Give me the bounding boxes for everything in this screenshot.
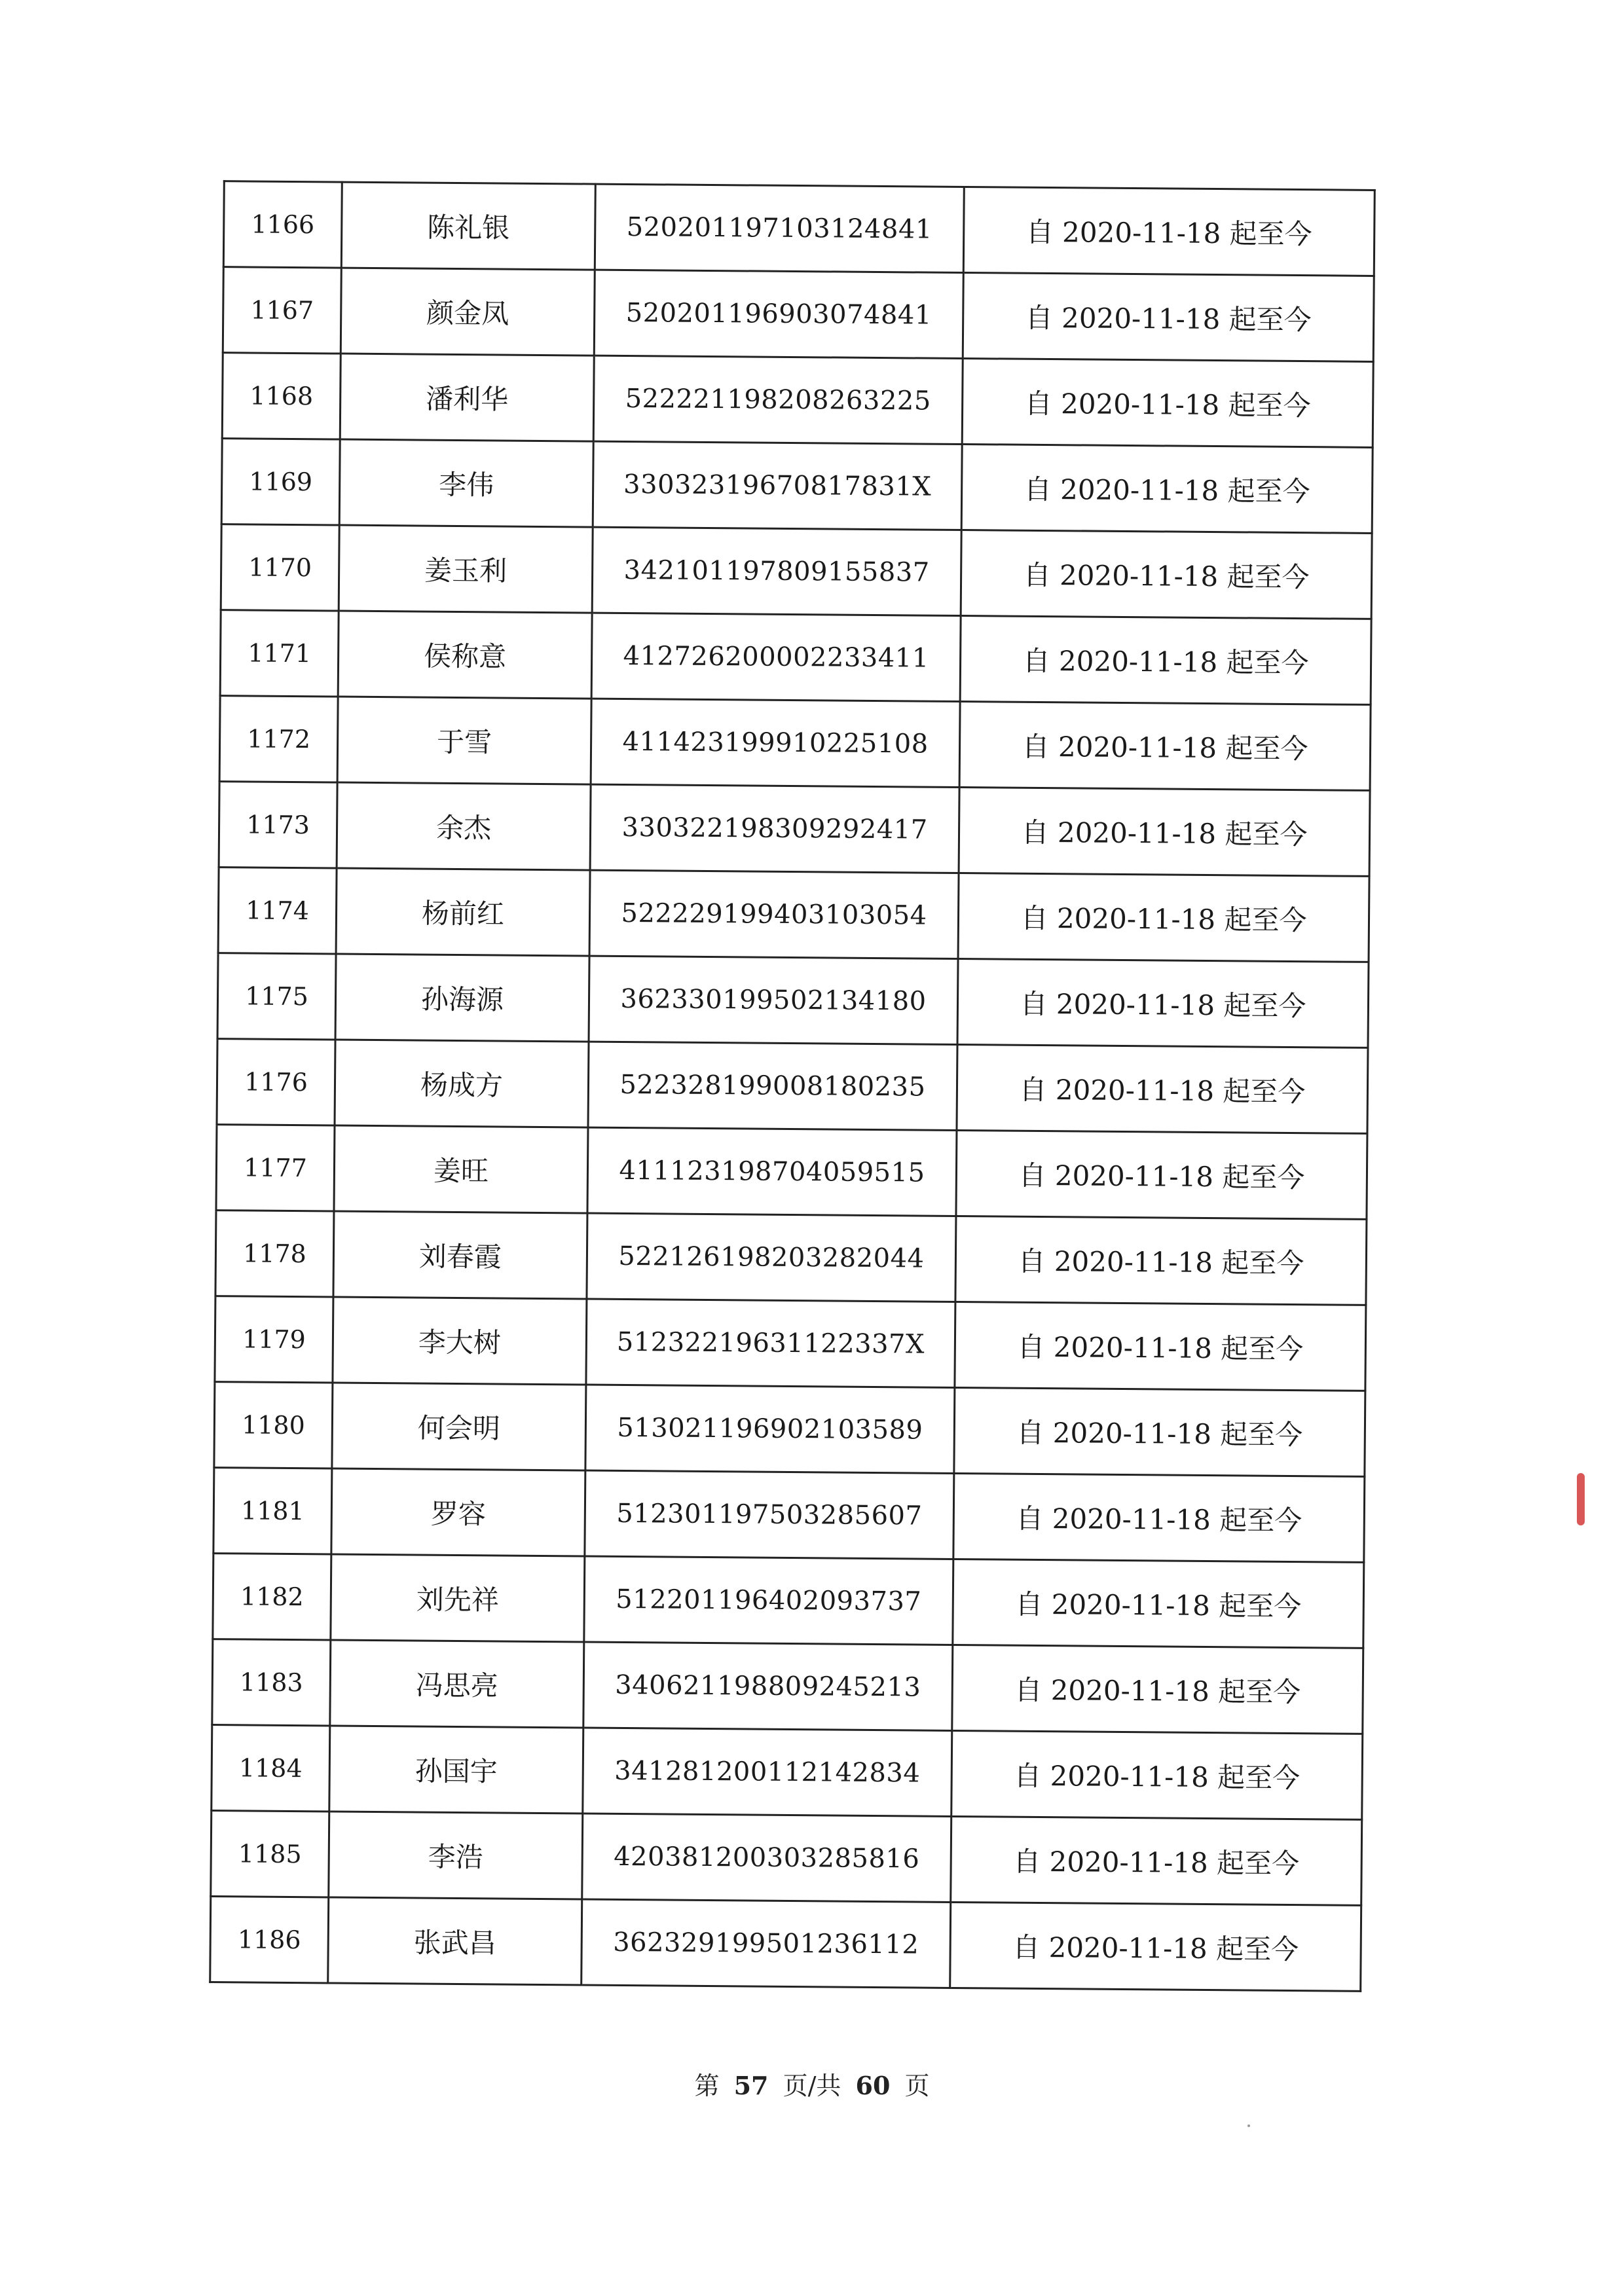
period-cell: 自 2020-11-18 起至今 — [953, 1559, 1364, 1648]
period-cell: 自 2020-11-18 起至今 — [954, 1387, 1365, 1476]
name-cell: 姜旺 — [334, 1125, 588, 1213]
table-row — [212, 1725, 1363, 1820]
row-number-cell: 1171 — [220, 610, 339, 697]
id-number-cell: 522126198203282044 — [587, 1213, 956, 1302]
period-cell: 自 2020-11-18 起至今 — [951, 1816, 1362, 1905]
table-row — [219, 782, 1370, 877]
table-row — [217, 1039, 1368, 1134]
id-number-cell: 411423199910225108 — [591, 699, 960, 787]
roster-table-body — [210, 181, 1375, 1992]
name-cell: 刘春霞 — [333, 1211, 587, 1299]
id-number-cell: 330322198309292417 — [590, 784, 959, 873]
row-number-cell: 1175 — [217, 953, 336, 1040]
table-row — [223, 181, 1375, 276]
footer-middle: 页/共 — [783, 2071, 841, 2100]
name-cell: 颜金凤 — [341, 268, 595, 355]
row-number-cell: 1183 — [212, 1639, 331, 1726]
id-number-cell: 512301197503285607 — [585, 1470, 954, 1559]
table-row — [223, 267, 1374, 362]
period-cell: 自 2020-11-18 起至今 — [960, 615, 1371, 704]
row-number-cell: 1169 — [221, 439, 340, 525]
period-cell: 自 2020-11-18 起至今 — [961, 530, 1372, 619]
name-cell: 侯称意 — [338, 611, 592, 699]
table-row — [220, 610, 1371, 705]
period-cell: 自 2020-11-18 起至今 — [953, 1473, 1365, 1562]
row-number-cell: 1178 — [215, 1211, 334, 1297]
period-cell: 自 2020-11-18 起至今 — [955, 1216, 1367, 1305]
id-number-cell: 522328199008180235 — [588, 1042, 957, 1130]
table-row — [213, 1554, 1364, 1649]
id-number-cell: 342101197809155837 — [592, 527, 961, 615]
name-cell: 罗容 — [331, 1468, 585, 1556]
row-number-cell: 1181 — [213, 1468, 332, 1554]
row-number-cell: 1184 — [212, 1725, 330, 1812]
page-footer — [0, 2066, 1624, 2102]
name-cell: 李浩 — [329, 1812, 583, 1899]
period-cell: 自 2020-11-18 起至今 — [962, 359, 1373, 448]
id-number-cell: 522229199403103054 — [589, 870, 959, 958]
id-number-cell: 520201197103124841 — [595, 184, 964, 272]
row-number-cell: 1179 — [215, 1296, 333, 1383]
id-number-cell: 512201196402093737 — [584, 1556, 953, 1645]
id-number-cell: 362330199502134180 — [589, 956, 958, 1044]
period-cell: 自 2020-11-18 起至今 — [963, 273, 1374, 362]
table-row — [210, 1897, 1361, 1992]
table-row — [221, 439, 1373, 534]
row-number-cell: 1182 — [213, 1554, 331, 1640]
name-cell: 李伟 — [339, 439, 593, 527]
table-row — [219, 696, 1371, 791]
period-cell: 自 2020-11-18 起至今 — [955, 1302, 1366, 1391]
name-cell: 潘利华 — [340, 354, 594, 441]
row-number-cell: 1170 — [221, 524, 339, 611]
period-cell: 自 2020-11-18 起至今 — [957, 1044, 1368, 1133]
table-row — [215, 1211, 1367, 1305]
seal-edge-mark — [1577, 1473, 1585, 1525]
row-number-cell: 1177 — [216, 1125, 335, 1211]
period-cell: 自 2020-11-18 起至今 — [958, 873, 1369, 962]
name-cell: 姜玉利 — [339, 525, 593, 613]
id-number-cell: 513021196902103589 — [585, 1385, 955, 1473]
name-cell: 孙国宇 — [329, 1726, 583, 1813]
row-number-cell: 1173 — [219, 782, 337, 868]
row-number-cell: 1176 — [217, 1039, 335, 1125]
name-cell: 余杰 — [337, 782, 591, 870]
table-row — [211, 1811, 1362, 1906]
row-number-cell: 1172 — [219, 696, 338, 782]
name-cell: 孙海源 — [335, 954, 589, 1042]
name-cell: 于雪 — [337, 697, 591, 784]
id-number-cell: 412726200002233411 — [591, 613, 961, 701]
id-number-cell: 520201196903074841 — [594, 270, 963, 358]
period-cell: 自 2020-11-18 起至今 — [957, 958, 1369, 1048]
row-number-cell: 1186 — [210, 1897, 329, 1983]
id-number-cell: 420381200303285816 — [582, 1813, 951, 1902]
id-number-cell: 522221198208263225 — [593, 355, 963, 444]
table-row — [217, 953, 1369, 1048]
roster-table — [209, 180, 1376, 1992]
name-cell: 刘先祥 — [331, 1554, 585, 1642]
footer-prefix: 第 — [694, 2071, 720, 2100]
id-number-cell: 340621198809245213 — [583, 1642, 953, 1730]
name-cell: 何会明 — [332, 1383, 586, 1470]
period-cell: 自 2020-11-18 起至今 — [950, 1902, 1361, 1991]
id-number-cell: 341281200112142834 — [583, 1728, 952, 1816]
table-row — [221, 524, 1372, 619]
name-cell: 杨前红 — [336, 868, 590, 956]
id-number-cell: 362329199501236112 — [581, 1899, 951, 1988]
current-page-number: 57 — [733, 2071, 769, 2100]
name-cell: 杨成方 — [335, 1040, 589, 1127]
period-cell: 自 2020-11-18 起至今 — [952, 1645, 1363, 1734]
period-cell: 自 2020-11-18 起至今 — [951, 1730, 1363, 1819]
period-cell: 自 2020-11-18 起至今 — [959, 787, 1370, 876]
table-row — [218, 867, 1369, 962]
table-row — [215, 1296, 1366, 1391]
period-cell: 自 2020-11-18 起至今 — [956, 1130, 1367, 1219]
table-row — [212, 1639, 1363, 1734]
name-cell: 张武昌 — [328, 1897, 582, 1985]
row-number-cell: 1167 — [223, 267, 341, 354]
id-number-cell: 411123198704059515 — [587, 1127, 957, 1216]
row-number-cell: 1168 — [222, 353, 341, 439]
name-cell: 陈礼银 — [341, 182, 595, 270]
table-row — [213, 1468, 1365, 1563]
row-number-cell: 1174 — [218, 867, 337, 954]
name-cell: 李大树 — [333, 1297, 587, 1385]
period-cell: 自 2020-11-18 起至今 — [959, 701, 1371, 790]
table-row — [214, 1382, 1365, 1477]
period-cell: 自 2020-11-18 起至今 — [963, 187, 1375, 276]
scan-speck — [1247, 2124, 1250, 2127]
period-cell: 自 2020-11-18 起至今 — [961, 445, 1373, 534]
name-cell: 冯思亮 — [330, 1640, 584, 1728]
id-number-cell: 51232219631122337X — [586, 1299, 955, 1387]
table-row — [216, 1125, 1367, 1220]
id-number-cell: 33032319670817831X — [593, 441, 962, 530]
row-number-cell: 1185 — [211, 1811, 329, 1897]
footer-suffix: 页 — [904, 2071, 930, 2100]
row-number-cell: 1180 — [214, 1382, 333, 1468]
row-number-cell: 1166 — [223, 181, 342, 268]
table-row — [222, 353, 1373, 448]
total-pages-number: 60 — [855, 2071, 891, 2100]
